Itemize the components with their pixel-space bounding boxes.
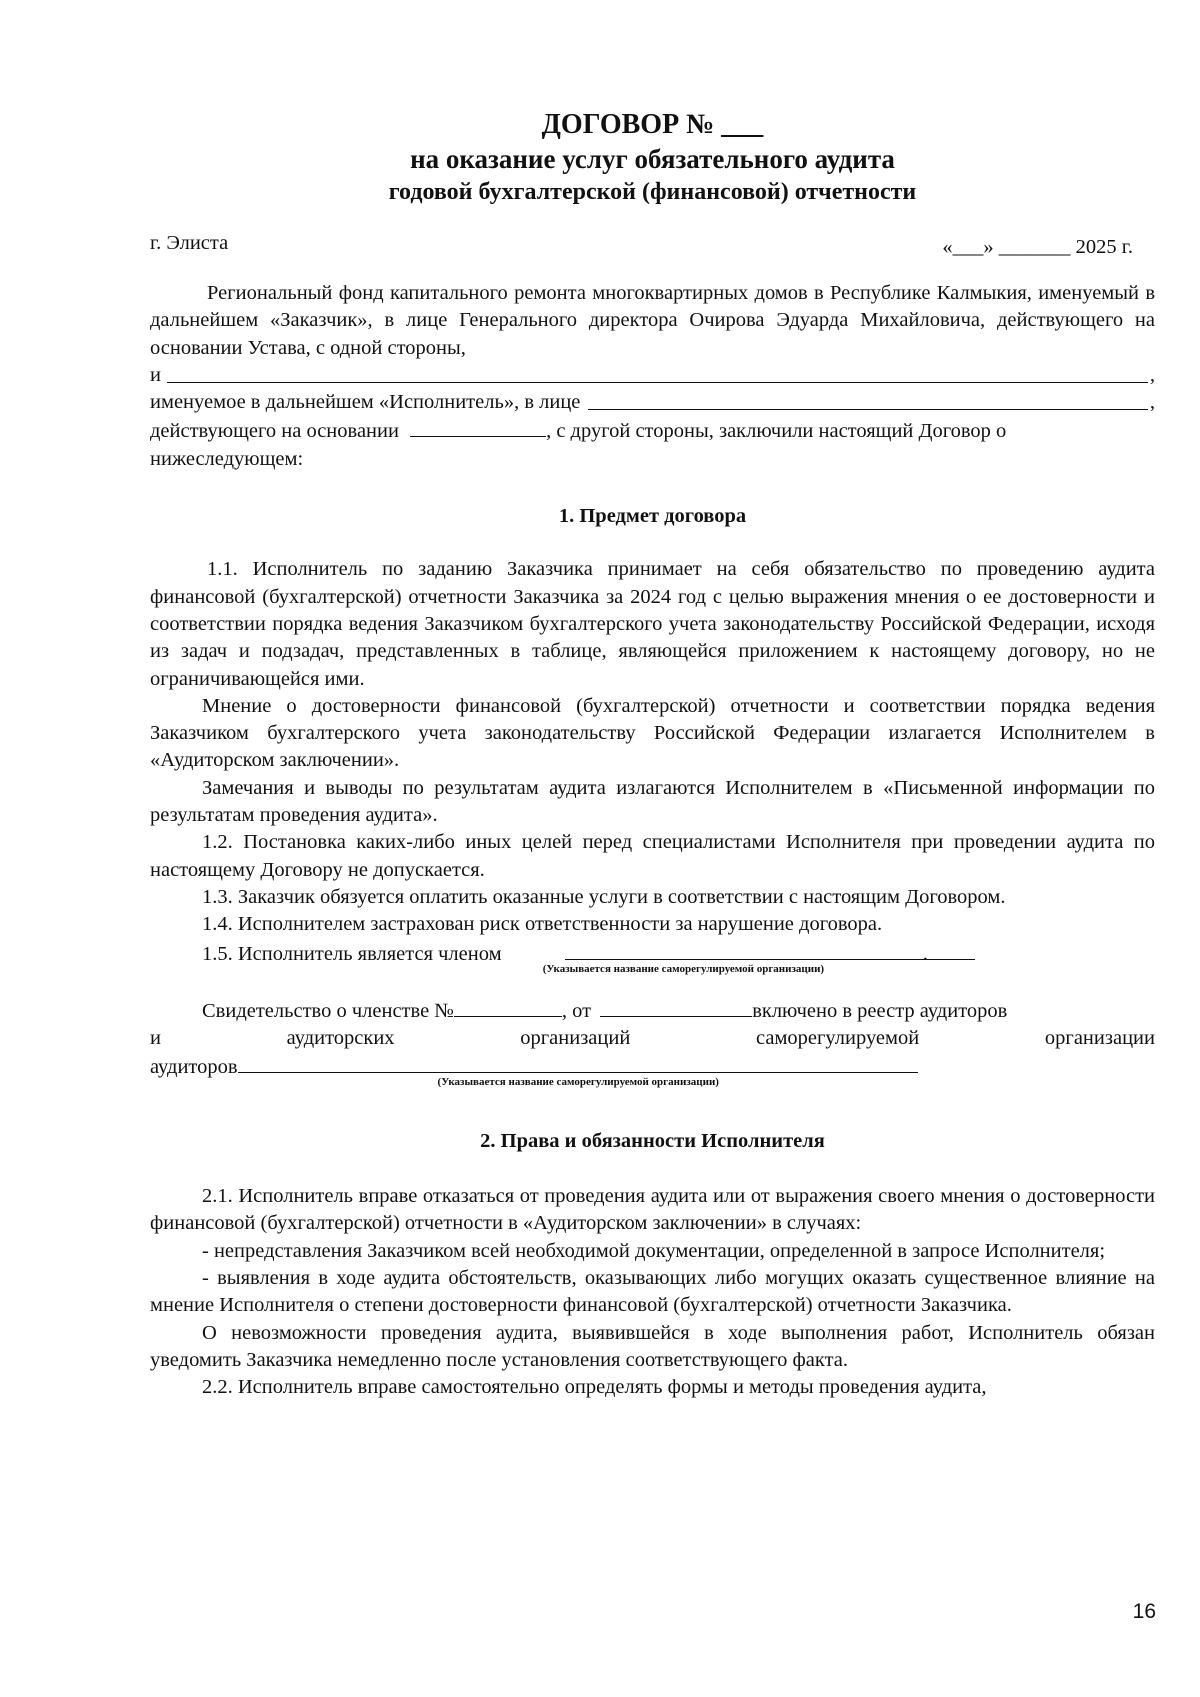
and-word: и	[150, 363, 161, 386]
party-blank	[167, 362, 1148, 383]
certificate-line	[150, 996, 1155, 1025]
clause-1-5-prefix: 1.5. Исполнитель является членом	[202, 942, 502, 965]
cert-included: включено в реестр аудиторов	[752, 999, 1008, 1022]
section-2-heading: 2. Права и обязанности Исполнителя	[480, 1129, 825, 1152]
clause-1-opinion: Мнение о достоверности финансовой (бухгалтерской) отчетности и соответствии порядка ведения Заказчиком бухгалтерского учета законодательству Российской Федерации излагается Исполнителем в «Аудиторском заключении».	[150, 694, 1155, 772]
acting-prefix: действующего на основании	[150, 420, 399, 443]
document-body	[150, 108, 1155, 1401]
clause-1-4: 1.4. Исполнителем застрахован риск ответственности за нарушение договора.	[202, 913, 883, 936]
party-blank-line	[150, 362, 1155, 389]
word: организаций	[520, 1027, 631, 1050]
sro-blank-2	[238, 1052, 918, 1089]
word: аудиторских	[286, 1027, 395, 1050]
cert-from: , от	[561, 999, 592, 1022]
clause-2-impossibility: О невозможности проведения аудита, выявившейся в ходе выполнения работ, Исполнитель обязан уведомить Заказчика немедленно после установления соответствующего факта.	[150, 1321, 1155, 1371]
word: и	[150, 1027, 161, 1050]
acting-suffix: , с другой стороны, заключили настоящий Договор о	[546, 420, 1007, 443]
contract-subtitle: на оказание услуг обязательного аудита	[410, 144, 895, 174]
sro-hint: (Указывается название саморегулируемой организации)	[542, 962, 825, 975]
representative-blank	[588, 389, 1147, 410]
section-1-heading: 1. Предмет договора	[558, 505, 747, 528]
clause-2-1-bullet-1: - непредставления Заказчиком всей необходимой документации, определенной в запросе Исполнителя;	[202, 1239, 1106, 1262]
comma: ,	[1149, 391, 1155, 414]
auditors-word: аудиторов	[150, 1056, 238, 1079]
basis-blank	[410, 416, 546, 437]
page-number: 16	[1132, 1600, 1156, 1623]
preamble-end: нижеследующем:	[150, 447, 304, 470]
registry-line	[150, 1025, 1155, 1052]
word: саморегулируемой	[756, 1027, 920, 1050]
cert-date-blank	[600, 996, 752, 1017]
place-date-line	[150, 230, 1155, 260]
clause-2-1-bullet-2: - выявления в ходе аудита обстоятельств, оказывающих либо могущих оказать существенное влияние на мнение Исполнителя о степени достоверности финансовой (бухгалтерской) отчетности Заказчика.	[150, 1266, 1155, 1317]
clause-1-1: 1.1. Исполнитель по заданию Заказчика принимает на себя обязательство по проведению аудита финансовой (бухгалтерской) отчетности Заказчика за 2024 год с целью выражения мнения о ее достоверности и соответствии порядка ведения Заказчиком бухгалтерского учета законодательству Российской Федерации, исходя из задач и подзадач, представленных в таблице, являющейся приложением к настоящему договору, но не ограничивающейся ими.	[150, 558, 1155, 690]
period: .	[922, 942, 928, 965]
clause-2-2: 2.2. Исполнитель вправе самостоятельно определять формы и методы проведения аудита,	[202, 1376, 987, 1399]
preamble-paragraph: Региональный фонд капитального ремонта многоквартирных домов в Республике Калмыкия, именуемый в дальнейшем «Заказчик», в лице Генерального директора Очирова Эдуарда Михайловича, действующего на основании Устава, с одной стороны,	[150, 282, 1155, 359]
clause-2-1: 2.1. Исполнитель вправе отказаться от проведения аудита или от выражения своего мнения о достоверности финансовой (бухгалтерской) отчетности в «Аудиторском заключении» в случаях:	[150, 1185, 1155, 1235]
contract-title: ДОГОВОР № ___	[541, 109, 764, 140]
place: г. Элиста	[150, 232, 229, 254]
named-prefix: именуемое в дальнейшем «Исполнитель», в лице	[150, 391, 581, 414]
comma: ,	[1149, 363, 1155, 386]
clause-1-5	[150, 939, 1155, 975]
clause-1-3: 1.3. Заказчик обязуется оплатить оказанные услуги в соответствии с настоящим Договором.	[202, 885, 1006, 908]
clause-1-remarks: Замечания и выводы по результатам аудита излагаются Исполнителем в «Письменной информации по результатам проведения аудита».	[150, 776, 1155, 827]
acting-basis-line	[150, 416, 1155, 445]
contract-subtitle-2: годовой бухгалтерской (финансовой) отчетности	[388, 179, 917, 205]
cert-prefix: Свидетельство о членстве №	[202, 999, 454, 1022]
represented-by-line	[150, 389, 1155, 416]
auditors-line	[150, 1052, 1155, 1089]
contract-date: «___» _______ 2025 г.	[942, 236, 1133, 258]
word: организации	[1044, 1027, 1155, 1050]
cert-number-blank	[454, 996, 562, 1017]
clause-1-2: 1.2. Постановка каких-либо иных целей перед специалистами Исполнителя при проведении аудита по настоящему Договору не допускается.	[150, 831, 1155, 881]
sro-blank	[513, 939, 923, 975]
sro-hint-2: (Указывается название саморегулируемой организации)	[437, 1076, 719, 1089]
